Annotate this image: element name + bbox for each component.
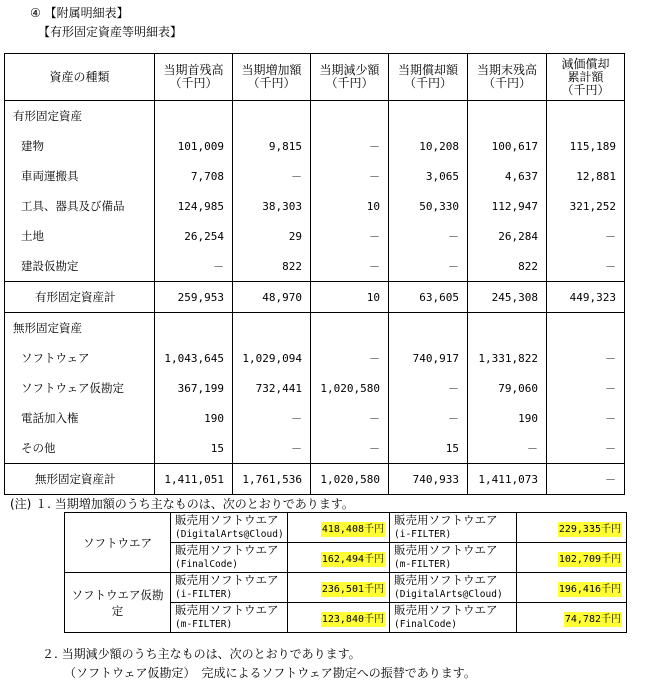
highlighted-amount: 162,494千円 bbox=[321, 554, 384, 565]
amount-cell: 38,303 bbox=[233, 191, 311, 221]
product-name: (i-FILTER) bbox=[394, 529, 452, 540]
amount-cell: 190 bbox=[468, 403, 547, 433]
amount-cell: 7,708 bbox=[155, 161, 233, 191]
asset-name: 土地 bbox=[5, 221, 155, 251]
header-accumulated-depreciation: 減価償却 累計額 （千円） bbox=[547, 54, 625, 101]
product-name: (m-FILTER) bbox=[175, 619, 233, 630]
item-amount bbox=[517, 603, 627, 633]
amount-cell: 10 bbox=[311, 282, 389, 313]
note-group-label: ソフトウエア仮勘定 bbox=[65, 573, 171, 633]
empty-cell bbox=[389, 101, 468, 132]
amount-cell: 112,947 bbox=[468, 191, 547, 221]
amount-cell: － bbox=[547, 403, 625, 433]
table-row bbox=[5, 191, 625, 221]
item-amount bbox=[288, 573, 390, 603]
amount-cell: － bbox=[389, 221, 468, 251]
amount-cell: － bbox=[547, 433, 625, 464]
product-name: (FinalCode) bbox=[394, 619, 457, 630]
amount-cell: － bbox=[389, 251, 468, 282]
fixed-assets-schedule-table bbox=[4, 53, 625, 495]
asset-name: その他 bbox=[5, 433, 155, 464]
table-row bbox=[5, 433, 625, 464]
table-row bbox=[5, 373, 625, 403]
product-name: (FinalCode) bbox=[175, 559, 238, 570]
highlighted-amount: 196,416千円 bbox=[558, 584, 621, 595]
asset-name: 建設仮勘定 bbox=[5, 251, 155, 282]
empty-cell bbox=[389, 313, 468, 344]
amount-cell: 50,330 bbox=[389, 191, 468, 221]
empty-cell bbox=[547, 313, 625, 344]
product-name: (DigitalArts@Cloud) bbox=[175, 529, 284, 540]
asset-name: 建物 bbox=[5, 131, 155, 161]
amount-cell: 321,252 bbox=[547, 191, 625, 221]
amount-cell: － bbox=[547, 251, 625, 282]
note-1: (注) １. 当期増加額のうち主なものは、次のとおりであります。 bbox=[10, 497, 354, 511]
increase-details-table bbox=[64, 512, 627, 633]
amount-cell: 1,029,094 bbox=[233, 343, 311, 373]
item-amount bbox=[288, 543, 390, 573]
table-row bbox=[5, 403, 625, 433]
amount-cell: － bbox=[311, 131, 389, 161]
amount-cell: 190 bbox=[155, 403, 233, 433]
item-description bbox=[171, 573, 288, 603]
amount-cell: 124,985 bbox=[155, 191, 233, 221]
note-row bbox=[65, 513, 627, 543]
note-group-label: ソフトウエア bbox=[65, 513, 171, 573]
highlighted-amount: 229,335千円 bbox=[558, 524, 621, 535]
item-amount bbox=[517, 513, 627, 543]
item-description bbox=[390, 603, 517, 633]
amount-cell: 1,761,536 bbox=[233, 464, 311, 495]
amount-cell: 449,323 bbox=[547, 282, 625, 313]
item-description bbox=[390, 543, 517, 573]
asset-name: 車両運搬具 bbox=[5, 161, 155, 191]
amount-cell: 732,441 bbox=[233, 373, 311, 403]
amount-cell: － bbox=[468, 433, 547, 464]
table-row bbox=[5, 343, 625, 373]
empty-cell bbox=[233, 313, 311, 344]
amount-cell: 101,009 bbox=[155, 131, 233, 161]
empty-cell bbox=[311, 313, 389, 344]
tangible-total-row bbox=[5, 282, 625, 313]
item-amount bbox=[288, 603, 390, 633]
highlighted-amount: 123,840千円 bbox=[321, 614, 384, 625]
amount-cell: － bbox=[155, 251, 233, 282]
amount-cell: － bbox=[233, 403, 311, 433]
item-amount bbox=[288, 513, 390, 543]
highlighted-amount: 102,709千円 bbox=[558, 554, 621, 565]
amount-cell: 1,020,580 bbox=[311, 373, 389, 403]
header-depreciation: 当期償却額 （千円） bbox=[389, 54, 468, 101]
amount-cell: 822 bbox=[468, 251, 547, 282]
amount-cell: － bbox=[311, 221, 389, 251]
intangible-total-row bbox=[5, 464, 625, 495]
amount-cell: － bbox=[547, 221, 625, 251]
product-name: (DigitalArts@Cloud) bbox=[394, 589, 503, 600]
amount-cell: 1,331,822 bbox=[468, 343, 547, 373]
amount-cell: － bbox=[233, 433, 311, 464]
item-name: 販売用ソフトウエア bbox=[394, 573, 498, 587]
empty-cell bbox=[468, 313, 547, 344]
item-description bbox=[171, 603, 288, 633]
amount-cell: － bbox=[547, 464, 625, 495]
schedule-title: 【有形固定資産等明細表】 bbox=[38, 25, 183, 39]
amount-cell: 48,970 bbox=[233, 282, 311, 313]
intangible-section-row bbox=[5, 313, 625, 344]
item-name: 販売用ソフトウエア bbox=[175, 603, 279, 617]
amount-cell: 4,637 bbox=[468, 161, 547, 191]
amount-cell: 1,411,051 bbox=[155, 464, 233, 495]
asset-name: 電話加入権 bbox=[5, 403, 155, 433]
amount-cell: 10,208 bbox=[389, 131, 468, 161]
amount-cell: 822 bbox=[233, 251, 311, 282]
amount-cell: 15 bbox=[389, 433, 468, 464]
amount-cell: － bbox=[311, 161, 389, 191]
section-title: 有形固定資産 bbox=[5, 101, 155, 132]
amount-cell: 245,308 bbox=[468, 282, 547, 313]
amount-cell: 100,617 bbox=[468, 131, 547, 161]
tangible-section-row bbox=[5, 101, 625, 132]
empty-cell bbox=[547, 101, 625, 132]
amount-cell: 63,605 bbox=[389, 282, 468, 313]
amount-cell: 10 bbox=[311, 191, 389, 221]
item-name: 販売用ソフトウエア bbox=[175, 573, 279, 587]
amount-cell: 367,199 bbox=[155, 373, 233, 403]
item-name: 販売用ソフトウエア bbox=[175, 513, 279, 527]
item-description bbox=[171, 513, 288, 543]
header-closing-balance: 当期末残高 （千円） bbox=[468, 54, 547, 101]
table-row bbox=[5, 251, 625, 282]
highlighted-amount: 418,408千円 bbox=[321, 524, 384, 535]
header-increase: 当期増加額 （千円） bbox=[233, 54, 311, 101]
amount-cell: － bbox=[311, 433, 389, 464]
amount-cell: － bbox=[311, 343, 389, 373]
section-title: 無形固定資産 bbox=[5, 313, 155, 344]
amount-cell: 259,953 bbox=[155, 282, 233, 313]
amount-cell: 3,065 bbox=[389, 161, 468, 191]
amount-cell: 9,815 bbox=[233, 131, 311, 161]
item-name: 販売用ソフトウエア bbox=[175, 543, 279, 557]
table-row bbox=[5, 221, 625, 251]
item-amount bbox=[517, 543, 627, 573]
amount-cell: 26,254 bbox=[155, 221, 233, 251]
product-name: (m-FILTER) bbox=[394, 559, 452, 570]
item-name: 販売用ソフトウエア bbox=[394, 543, 498, 557]
table-row bbox=[5, 161, 625, 191]
amount-cell: － bbox=[311, 403, 389, 433]
empty-cell bbox=[311, 101, 389, 132]
amount-cell: 1,411,073 bbox=[468, 464, 547, 495]
section-number-heading: ④ 【附属明細表】 bbox=[30, 6, 129, 20]
amount-cell: 79,060 bbox=[468, 373, 547, 403]
note-2: ２. 当期減少額のうち主なものは、次のとおりであります。 bbox=[42, 647, 361, 661]
item-name: 販売用ソフトウエア bbox=[394, 513, 498, 527]
highlighted-amount: 74,782千円 bbox=[564, 614, 621, 625]
note-2-detail: （ソフトウェア仮勘定） 完成によるソフトウェア勘定への振替であります。 bbox=[64, 666, 476, 680]
amount-cell: － bbox=[389, 403, 468, 433]
amount-cell: － bbox=[547, 373, 625, 403]
header-opening-balance: 当期首残高 （千円） bbox=[155, 54, 233, 101]
amount-cell: 1,020,580 bbox=[311, 464, 389, 495]
asset-name: 無形固定資産計 bbox=[5, 464, 155, 495]
amount-cell: 1,043,645 bbox=[155, 343, 233, 373]
amount-cell: 12,881 bbox=[547, 161, 625, 191]
amount-cell: 26,284 bbox=[468, 221, 547, 251]
asset-name: ソフトウェア bbox=[5, 343, 155, 373]
empty-cell bbox=[155, 313, 233, 344]
item-description bbox=[171, 543, 288, 573]
item-description bbox=[390, 573, 517, 603]
header-decrease: 当期減少額 （千円） bbox=[311, 54, 389, 101]
asset-name: 有形固定資産計 bbox=[5, 282, 155, 313]
header-asset-type: 資産の種類 bbox=[5, 54, 155, 101]
amount-cell: 740,917 bbox=[389, 343, 468, 373]
amount-cell: － bbox=[311, 251, 389, 282]
note-row bbox=[65, 573, 627, 603]
amount-cell: 115,189 bbox=[547, 131, 625, 161]
highlighted-amount: 236,501千円 bbox=[321, 584, 384, 595]
amount-cell: 29 bbox=[233, 221, 311, 251]
amount-cell: － bbox=[389, 373, 468, 403]
amount-cell: 15 bbox=[155, 433, 233, 464]
empty-cell bbox=[233, 101, 311, 132]
table-header-row bbox=[5, 54, 625, 101]
asset-name: 工具、器具及び備品 bbox=[5, 191, 155, 221]
amount-cell: － bbox=[233, 161, 311, 191]
table-row bbox=[5, 131, 625, 161]
amount-cell: 740,933 bbox=[389, 464, 468, 495]
item-description bbox=[390, 513, 517, 543]
asset-name: ソフトウェア仮勘定 bbox=[5, 373, 155, 403]
item-name: 販売用ソフトウエア bbox=[394, 603, 498, 617]
product-name: (i-FILTER) bbox=[175, 589, 233, 600]
amount-cell: － bbox=[547, 343, 625, 373]
empty-cell bbox=[468, 101, 547, 132]
empty-cell bbox=[155, 101, 233, 132]
item-amount bbox=[517, 573, 627, 603]
